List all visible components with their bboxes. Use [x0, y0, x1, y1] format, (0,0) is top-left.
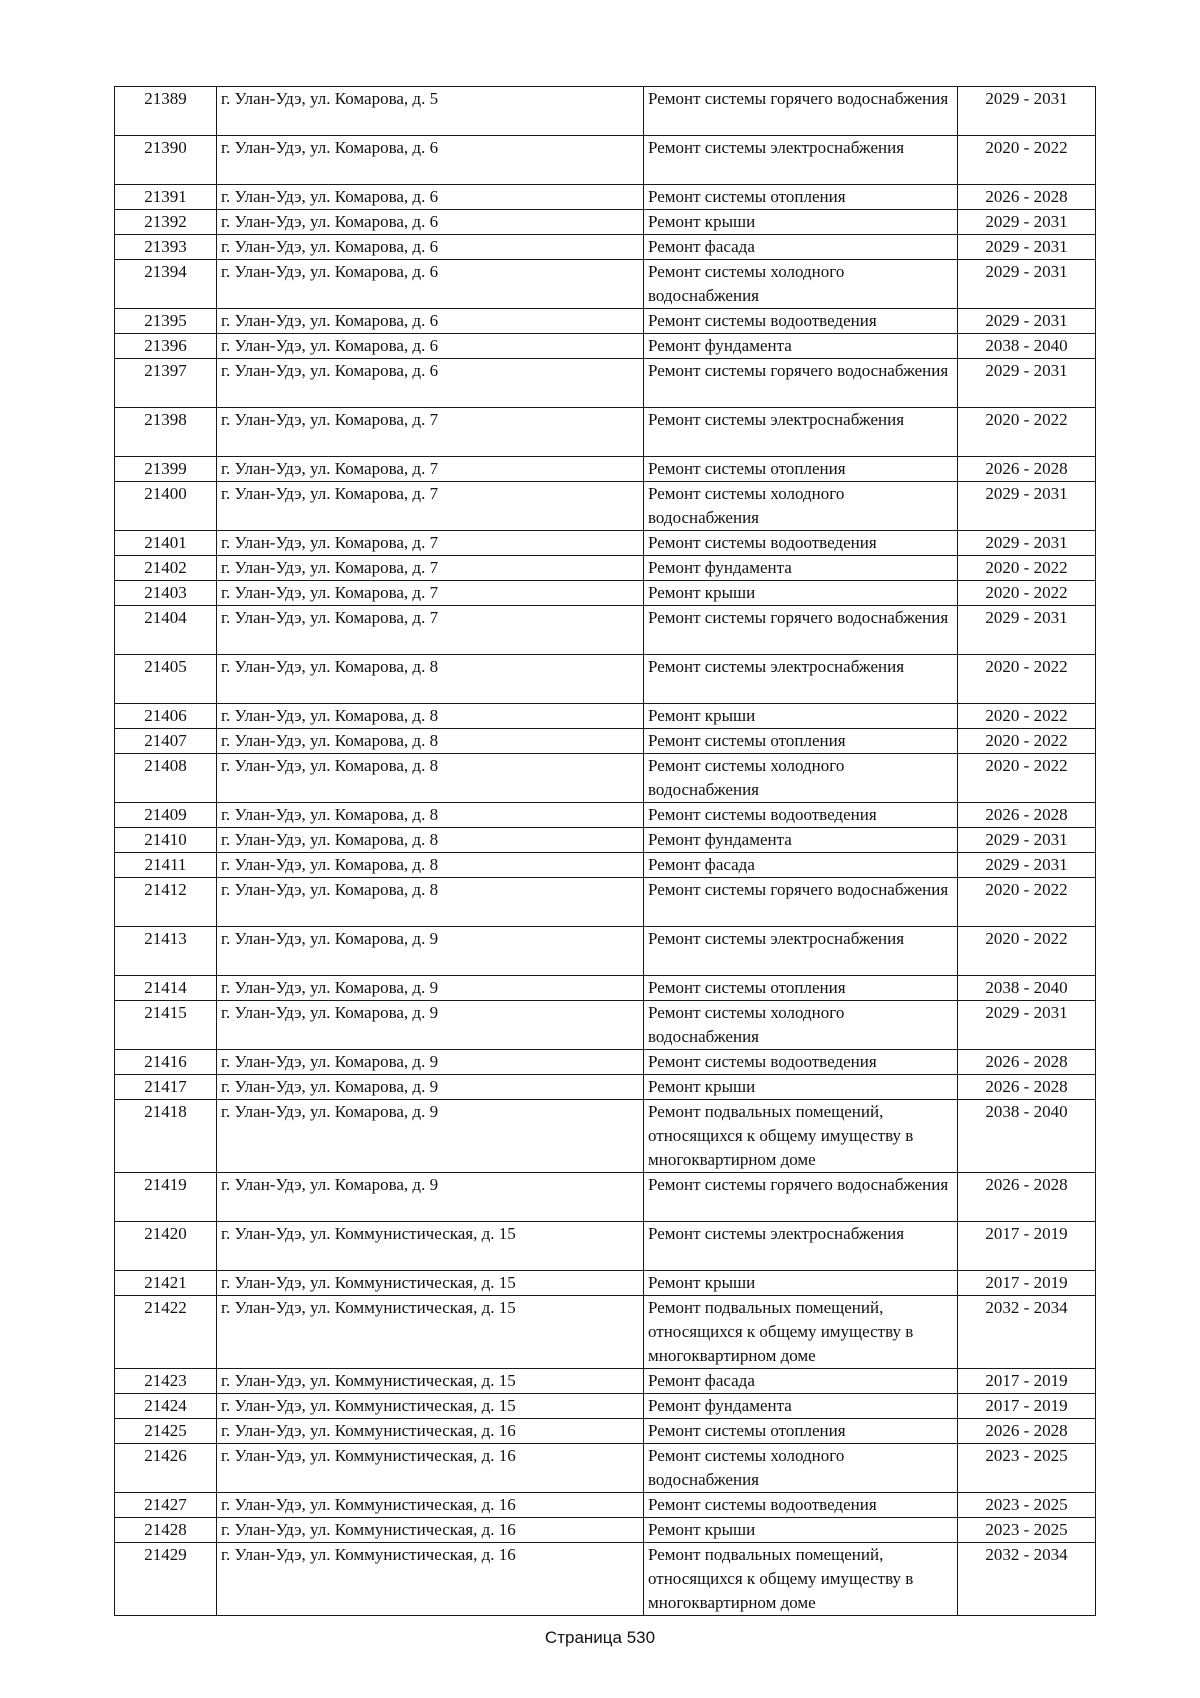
row-id-cell: 21402: [115, 556, 217, 581]
row-id-cell: 21423: [115, 1369, 217, 1394]
work-type-cell: Ремонт системы холодного водоснабжения: [644, 1444, 958, 1493]
row-id-cell: 21420: [115, 1222, 217, 1271]
table-row: [115, 1173, 1096, 1222]
work-type-cell: Ремонт системы водоотведения: [644, 309, 958, 334]
table-row: [115, 1419, 1096, 1444]
work-type-cell: Ремонт системы электроснабжения: [644, 136, 958, 185]
table-row: [115, 754, 1096, 803]
work-type-cell: Ремонт крыши: [644, 581, 958, 606]
period-cell: 2026 - 2028: [958, 185, 1096, 210]
row-id-cell: 21411: [115, 853, 217, 878]
period-cell: 2026 - 2028: [958, 1050, 1096, 1075]
table-row: [115, 581, 1096, 606]
row-id-cell: 21409: [115, 803, 217, 828]
row-id-cell: 21398: [115, 408, 217, 457]
address-cell: г. Улан-Удэ, ул. Комарова, д. 6: [217, 185, 644, 210]
period-cell: 2020 - 2022: [958, 408, 1096, 457]
period-cell: 2026 - 2028: [958, 457, 1096, 482]
table-row: [115, 457, 1096, 482]
period-cell: 2038 - 2040: [958, 976, 1096, 1001]
table-row: [115, 1518, 1096, 1543]
work-type-cell: Ремонт системы холодного водоснабжения: [644, 482, 958, 531]
table-row: [115, 1222, 1096, 1271]
row-id-cell: 21419: [115, 1173, 217, 1222]
row-id-cell: 21395: [115, 309, 217, 334]
address-cell: г. Улан-Удэ, ул. Коммунистическая, д. 16: [217, 1444, 644, 1493]
period-cell: 2029 - 2031: [958, 1001, 1096, 1050]
work-type-cell: Ремонт крыши: [644, 210, 958, 235]
address-cell: г. Улан-Удэ, ул. Комарова, д. 6: [217, 334, 644, 359]
period-cell: 2029 - 2031: [958, 482, 1096, 531]
address-cell: г. Улан-Удэ, ул. Коммунистическая, д. 15: [217, 1222, 644, 1271]
row-id-cell: 21403: [115, 581, 217, 606]
work-type-cell: Ремонт крыши: [644, 1518, 958, 1543]
table-row: [115, 531, 1096, 556]
row-id-cell: 21392: [115, 210, 217, 235]
row-id-cell: 21410: [115, 828, 217, 853]
work-type-cell: Ремонт системы горячего водоснабжения: [644, 1173, 958, 1222]
table-row: [115, 1001, 1096, 1050]
address-cell: г. Улан-Удэ, ул. Коммунистическая, д. 16: [217, 1543, 644, 1616]
address-cell: г. Улан-Удэ, ул. Комарова, д. 6: [217, 359, 644, 408]
table-row: [115, 260, 1096, 309]
period-cell: 2023 - 2025: [958, 1444, 1096, 1493]
table-row: [115, 927, 1096, 976]
table-row: [115, 235, 1096, 260]
period-cell: 2029 - 2031: [958, 87, 1096, 136]
table-row: [115, 556, 1096, 581]
period-cell: 2029 - 2031: [958, 210, 1096, 235]
row-id-cell: 21416: [115, 1050, 217, 1075]
table-row: [115, 1075, 1096, 1100]
row-id-cell: 21427: [115, 1493, 217, 1518]
table-row: [115, 1493, 1096, 1518]
work-type-cell: Ремонт подвальных помещений, относящихся к общему имуществу в многоквартирном доме: [644, 1543, 958, 1616]
period-cell: 2017 - 2019: [958, 1222, 1096, 1271]
row-id-cell: 21424: [115, 1394, 217, 1419]
address-cell: г. Улан-Удэ, ул. Комарова, д. 9: [217, 976, 644, 1001]
table-row: [115, 334, 1096, 359]
period-cell: 2017 - 2019: [958, 1394, 1096, 1419]
table-row: [115, 136, 1096, 185]
period-cell: 2029 - 2031: [958, 828, 1096, 853]
row-id-cell: 21404: [115, 606, 217, 655]
table-row: [115, 1369, 1096, 1394]
row-id-cell: 21429: [115, 1543, 217, 1616]
period-cell: 2029 - 2031: [958, 359, 1096, 408]
table-row: [115, 606, 1096, 655]
row-id-cell: 21389: [115, 87, 217, 136]
address-cell: г. Улан-Удэ, ул. Комарова, д. 7: [217, 531, 644, 556]
work-type-cell: Ремонт системы водоотведения: [644, 803, 958, 828]
address-cell: г. Улан-Удэ, ул. Коммунистическая, д. 15: [217, 1296, 644, 1369]
work-type-cell: Ремонт крыши: [644, 1075, 958, 1100]
row-id-cell: 21414: [115, 976, 217, 1001]
row-id-cell: 21417: [115, 1075, 217, 1100]
period-cell: 2020 - 2022: [958, 556, 1096, 581]
work-type-cell: Ремонт системы электроснабжения: [644, 927, 958, 976]
period-cell: 2023 - 2025: [958, 1518, 1096, 1543]
period-cell: 2020 - 2022: [958, 878, 1096, 927]
table-row: [115, 853, 1096, 878]
row-id-cell: 21400: [115, 482, 217, 531]
work-type-cell: Ремонт системы отопления: [644, 976, 958, 1001]
address-cell: г. Улан-Удэ, ул. Коммунистическая, д. 15: [217, 1271, 644, 1296]
table-row: [115, 655, 1096, 704]
work-type-cell: Ремонт подвальных помещений, относящихся к общему имуществу в многоквартирном доме: [644, 1296, 958, 1369]
work-type-cell: Ремонт системы отопления: [644, 457, 958, 482]
row-id-cell: 21421: [115, 1271, 217, 1296]
address-cell: г. Улан-Удэ, ул. Комарова, д. 6: [217, 210, 644, 235]
row-id-cell: 21406: [115, 704, 217, 729]
address-cell: г. Улан-Удэ, ул. Комарова, д. 5: [217, 87, 644, 136]
period-cell: 2017 - 2019: [958, 1369, 1096, 1394]
work-type-cell: Ремонт системы электроснабжения: [644, 1222, 958, 1271]
address-cell: г. Улан-Удэ, ул. Комарова, д. 8: [217, 828, 644, 853]
period-cell: 2020 - 2022: [958, 136, 1096, 185]
work-type-cell: Ремонт фундамента: [644, 556, 958, 581]
work-type-cell: Ремонт системы водоотведения: [644, 1493, 958, 1518]
table-row: [115, 1394, 1096, 1419]
period-cell: 2020 - 2022: [958, 754, 1096, 803]
period-cell: 2017 - 2019: [958, 1271, 1096, 1296]
address-cell: г. Улан-Удэ, ул. Комарова, д. 9: [217, 1100, 644, 1173]
address-cell: г. Улан-Удэ, ул. Комарова, д. 7: [217, 581, 644, 606]
address-cell: г. Улан-Удэ, ул. Комарова, д. 7: [217, 457, 644, 482]
table-row: [115, 1296, 1096, 1369]
address-cell: г. Улан-Удэ, ул. Коммунистическая, д. 16: [217, 1493, 644, 1518]
row-id-cell: 21391: [115, 185, 217, 210]
table-row: [115, 1100, 1096, 1173]
period-cell: 2029 - 2031: [958, 235, 1096, 260]
work-type-cell: Ремонт системы холодного водоснабжения: [644, 754, 958, 803]
table-row: [115, 210, 1096, 235]
row-id-cell: 21425: [115, 1419, 217, 1444]
address-cell: г. Улан-Удэ, ул. Комарова, д. 9: [217, 1173, 644, 1222]
address-cell: г. Улан-Удэ, ул. Комарова, д. 6: [217, 235, 644, 260]
work-type-cell: Ремонт крыши: [644, 1271, 958, 1296]
row-id-cell: 21396: [115, 334, 217, 359]
address-cell: г. Улан-Удэ, ул. Комарова, д. 6: [217, 309, 644, 334]
work-type-cell: Ремонт системы горячего водоснабжения: [644, 878, 958, 927]
period-cell: 2038 - 2040: [958, 1100, 1096, 1173]
period-cell: 2026 - 2028: [958, 1173, 1096, 1222]
work-type-cell: Ремонт системы горячего водоснабжения: [644, 87, 958, 136]
address-cell: г. Улан-Удэ, ул. Комарова, д. 9: [217, 1075, 644, 1100]
table-row: [115, 359, 1096, 408]
work-type-cell: Ремонт системы горячего водоснабжения: [644, 359, 958, 408]
address-cell: г. Улан-Удэ, ул. Коммунистическая, д. 16: [217, 1419, 644, 1444]
row-id-cell: 21428: [115, 1518, 217, 1543]
table-row: [115, 87, 1096, 136]
work-type-cell: Ремонт фундамента: [644, 828, 958, 853]
row-id-cell: 21390: [115, 136, 217, 185]
work-type-cell: Ремонт крыши: [644, 704, 958, 729]
period-cell: 2038 - 2040: [958, 334, 1096, 359]
row-id-cell: 21399: [115, 457, 217, 482]
table-row: [115, 1543, 1096, 1616]
period-cell: 2020 - 2022: [958, 927, 1096, 976]
address-cell: г. Улан-Удэ, ул. Комарова, д. 9: [217, 1001, 644, 1050]
address-cell: г. Улан-Удэ, ул. Комарова, д. 8: [217, 853, 644, 878]
table-row: [115, 185, 1096, 210]
work-type-cell: Ремонт системы отопления: [644, 729, 958, 754]
table-row: [115, 1050, 1096, 1075]
period-cell: 2026 - 2028: [958, 1419, 1096, 1444]
row-id-cell: 21401: [115, 531, 217, 556]
table-body: [115, 87, 1096, 1616]
period-cell: 2032 - 2034: [958, 1296, 1096, 1369]
table-row: [115, 878, 1096, 927]
work-type-cell: Ремонт фундамента: [644, 1394, 958, 1419]
row-id-cell: 21413: [115, 927, 217, 976]
work-type-cell: Ремонт фасада: [644, 235, 958, 260]
table-row: [115, 482, 1096, 531]
work-type-cell: Ремонт фасада: [644, 1369, 958, 1394]
table-row: [115, 309, 1096, 334]
address-cell: г. Улан-Удэ, ул. Коммунистическая, д. 15: [217, 1369, 644, 1394]
period-cell: 2032 - 2034: [958, 1543, 1096, 1616]
row-id-cell: 21394: [115, 260, 217, 309]
period-cell: 2026 - 2028: [958, 1075, 1096, 1100]
work-type-cell: Ремонт системы отопления: [644, 1419, 958, 1444]
period-cell: 2029 - 2031: [958, 853, 1096, 878]
work-type-cell: Ремонт системы электроснабжения: [644, 408, 958, 457]
work-type-cell: Ремонт системы водоотведения: [644, 531, 958, 556]
address-cell: г. Улан-Удэ, ул. Комарова, д. 7: [217, 482, 644, 531]
row-id-cell: 21415: [115, 1001, 217, 1050]
period-cell: 2029 - 2031: [958, 606, 1096, 655]
period-cell: 2020 - 2022: [958, 704, 1096, 729]
row-id-cell: 21407: [115, 729, 217, 754]
address-cell: г. Улан-Удэ, ул. Комарова, д. 7: [217, 408, 644, 457]
row-id-cell: 21397: [115, 359, 217, 408]
row-id-cell: 21408: [115, 754, 217, 803]
work-type-cell: Ремонт подвальных помещений, относящихся к общему имуществу в многоквартирном доме: [644, 1100, 958, 1173]
repair-schedule-table: [114, 86, 1096, 1616]
address-cell: г. Улан-Удэ, ул. Комарова, д. 9: [217, 927, 644, 976]
period-cell: 2029 - 2031: [958, 260, 1096, 309]
row-id-cell: 21405: [115, 655, 217, 704]
work-type-cell: Ремонт фундамента: [644, 334, 958, 359]
row-id-cell: 21418: [115, 1100, 217, 1173]
address-cell: г. Улан-Удэ, ул. Комарова, д. 8: [217, 803, 644, 828]
work-type-cell: Ремонт системы холодного водоснабжения: [644, 260, 958, 309]
work-type-cell: Ремонт системы холодного водоснабжения: [644, 1001, 958, 1050]
table-row: [115, 803, 1096, 828]
period-cell: 2029 - 2031: [958, 309, 1096, 334]
address-cell: г. Улан-Удэ, ул. Коммунистическая, д. 15: [217, 1394, 644, 1419]
row-id-cell: 21393: [115, 235, 217, 260]
work-type-cell: Ремонт системы отопления: [644, 185, 958, 210]
table-row: [115, 408, 1096, 457]
address-cell: г. Улан-Удэ, ул. Комарова, д. 7: [217, 556, 644, 581]
period-cell: 2020 - 2022: [958, 581, 1096, 606]
table-row: [115, 976, 1096, 1001]
period-cell: 2020 - 2022: [958, 655, 1096, 704]
table-row: [115, 704, 1096, 729]
address-cell: г. Улан-Удэ, ул. Комарова, д. 8: [217, 704, 644, 729]
period-cell: 2020 - 2022: [958, 729, 1096, 754]
table-row: [115, 828, 1096, 853]
work-type-cell: Ремонт системы электроснабжения: [644, 655, 958, 704]
work-type-cell: Ремонт фасада: [644, 853, 958, 878]
row-id-cell: 21412: [115, 878, 217, 927]
work-type-cell: Ремонт системы горячего водоснабжения: [644, 606, 958, 655]
address-cell: г. Улан-Удэ, ул. Комарова, д. 9: [217, 1050, 644, 1075]
address-cell: г. Улан-Удэ, ул. Комарова, д. 8: [217, 754, 644, 803]
address-cell: г. Улан-Удэ, ул. Комарова, д. 6: [217, 136, 644, 185]
address-cell: г. Улан-Удэ, ул. Комарова, д. 8: [217, 878, 644, 927]
address-cell: г. Улан-Удэ, ул. Комарова, д. 7: [217, 606, 644, 655]
address-cell: г. Улан-Удэ, ул. Комарова, д. 6: [217, 260, 644, 309]
address-cell: г. Улан-Удэ, ул. Коммунистическая, д. 16: [217, 1518, 644, 1543]
period-cell: 2023 - 2025: [958, 1493, 1096, 1518]
address-cell: г. Улан-Удэ, ул. Комарова, д. 8: [217, 655, 644, 704]
period-cell: 2029 - 2031: [958, 531, 1096, 556]
page-number: Страница 530: [544, 1628, 656, 1647]
row-id-cell: 21426: [115, 1444, 217, 1493]
row-id-cell: 21422: [115, 1296, 217, 1369]
work-type-cell: Ремонт системы водоотведения: [644, 1050, 958, 1075]
period-cell: 2026 - 2028: [958, 803, 1096, 828]
table-row: [115, 729, 1096, 754]
address-cell: г. Улан-Удэ, ул. Комарова, д. 8: [217, 729, 644, 754]
table-row: [115, 1271, 1096, 1296]
table-row: [115, 1444, 1096, 1493]
